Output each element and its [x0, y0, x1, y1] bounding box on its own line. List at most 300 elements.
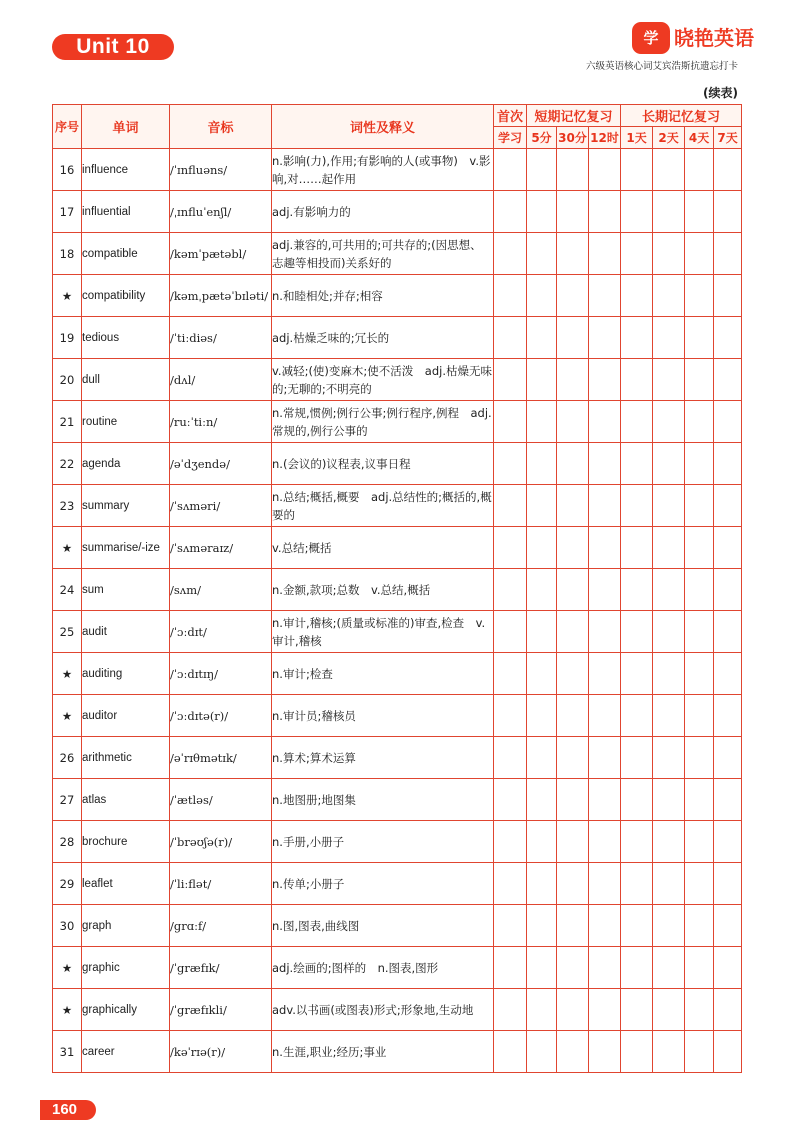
review-checkbox-cell[interactable]	[557, 191, 589, 233]
row-definition: n.图,图表,曲线图	[272, 905, 494, 947]
brand-icon: 学	[632, 22, 670, 54]
row-number: 22	[53, 443, 82, 485]
row-number: 20	[53, 359, 82, 401]
row-number: 25	[53, 611, 82, 653]
review-checkbox-cell[interactable]	[685, 779, 714, 821]
review-checkbox-cell[interactable]	[557, 443, 589, 485]
review-checkbox-cell[interactable]	[589, 443, 621, 485]
review-checkbox-cell[interactable]	[714, 485, 742, 527]
row-number: 24	[53, 569, 82, 611]
review-checkbox-cell[interactable]	[589, 611, 621, 653]
row-word: influence	[82, 149, 170, 191]
table-body	[53, 149, 742, 1073]
review-checkbox-cell[interactable]	[653, 821, 685, 863]
review-checkbox-cell[interactable]	[589, 695, 621, 737]
review-checkbox-cell[interactable]	[557, 149, 589, 191]
review-checkbox-cell[interactable]	[589, 569, 621, 611]
review-checkbox-cell[interactable]	[589, 863, 621, 905]
review-checkbox-cell[interactable]	[494, 989, 527, 1031]
review-checkbox-cell[interactable]	[621, 359, 653, 401]
review-checkbox-cell[interactable]	[653, 191, 685, 233]
table-row	[53, 821, 742, 863]
review-checkbox-cell[interactable]	[589, 737, 621, 779]
review-checkbox-cell[interactable]	[714, 1031, 742, 1073]
review-checkbox-cell[interactable]	[527, 1031, 557, 1073]
review-checkbox-cell[interactable]	[589, 191, 621, 233]
review-checkbox-cell[interactable]	[494, 443, 527, 485]
row-number: 31	[53, 1031, 82, 1073]
review-checkbox-cell[interactable]	[685, 233, 714, 275]
review-checkbox-cell[interactable]	[527, 401, 557, 443]
review-checkbox-cell[interactable]	[589, 653, 621, 695]
review-checkbox-cell[interactable]	[653, 653, 685, 695]
review-checkbox-cell[interactable]	[621, 485, 653, 527]
review-checkbox-cell[interactable]	[557, 947, 589, 989]
row-word: summarise/-ize	[82, 527, 170, 569]
review-checkbox-cell[interactable]	[557, 233, 589, 275]
row-word: influential	[82, 191, 170, 233]
row-number: ★	[53, 527, 82, 569]
row-number: 30	[53, 905, 82, 947]
review-checkbox-cell[interactable]	[653, 611, 685, 653]
review-checkbox-cell[interactable]	[621, 1031, 653, 1073]
row-phonetic: /ˈliːflət/	[170, 863, 272, 905]
review-checkbox-cell[interactable]	[714, 191, 742, 233]
review-checkbox-cell[interactable]	[714, 317, 742, 359]
page-subtitle: 六级英语核心词艾宾浩斯抗遗忘打卡	[585, 61, 738, 72]
review-checkbox-cell[interactable]	[557, 737, 589, 779]
review-checkbox-cell[interactable]	[685, 317, 714, 359]
review-checkbox-cell[interactable]	[527, 485, 557, 527]
review-checkbox-cell[interactable]	[621, 149, 653, 191]
review-checkbox-cell[interactable]	[714, 989, 742, 1031]
review-checkbox-cell[interactable]	[653, 737, 685, 779]
review-checkbox-cell[interactable]	[621, 821, 653, 863]
review-checkbox-cell[interactable]	[714, 401, 742, 443]
review-checkbox-cell[interactable]	[494, 905, 527, 947]
review-checkbox-cell[interactable]	[557, 821, 589, 863]
table-row	[53, 653, 742, 695]
row-number: ★	[53, 275, 82, 317]
continued-label: (续表)	[703, 86, 738, 100]
row-definition: adj.兼容的,可共用的;可共存的;(因思想、志趣等相投而)关系好的	[272, 233, 494, 275]
review-checkbox-cell[interactable]	[527, 905, 557, 947]
review-checkbox-cell[interactable]	[685, 821, 714, 863]
review-checkbox-cell[interactable]	[527, 737, 557, 779]
review-checkbox-cell[interactable]	[685, 275, 714, 317]
row-definition: n.审计;检查	[272, 653, 494, 695]
header-long-term: 长期记忆复习	[621, 105, 742, 127]
review-checkbox-cell[interactable]	[685, 1031, 714, 1073]
review-checkbox-cell[interactable]	[527, 779, 557, 821]
review-checkbox-cell[interactable]	[494, 485, 527, 527]
row-word: brochure	[82, 821, 170, 863]
review-checkbox-cell[interactable]	[589, 317, 621, 359]
review-checkbox-cell[interactable]	[589, 359, 621, 401]
review-checkbox-cell[interactable]	[589, 527, 621, 569]
review-checkbox-cell[interactable]	[527, 233, 557, 275]
table-row	[53, 695, 742, 737]
review-checkbox-cell[interactable]	[653, 989, 685, 1031]
row-word: graphically	[82, 989, 170, 1031]
review-checkbox-cell[interactable]	[714, 653, 742, 695]
header-short-col: 12时	[589, 127, 621, 149]
review-checkbox-cell[interactable]	[557, 401, 589, 443]
review-checkbox-cell[interactable]	[714, 275, 742, 317]
review-checkbox-cell[interactable]	[653, 695, 685, 737]
row-definition: n.手册,小册子	[272, 821, 494, 863]
row-word: routine	[82, 401, 170, 443]
review-checkbox-cell[interactable]	[685, 947, 714, 989]
review-checkbox-cell[interactable]	[653, 779, 685, 821]
review-checkbox-cell[interactable]	[714, 821, 742, 863]
review-checkbox-cell[interactable]	[589, 905, 621, 947]
review-checkbox-cell[interactable]	[527, 275, 557, 317]
review-checkbox-cell[interactable]	[494, 233, 527, 275]
row-definition: v.减轻;(使)变麻木;使不活泼 adj.枯燥无味的;无聊的;不明亮的	[272, 359, 494, 401]
row-number: ★	[53, 989, 82, 1031]
review-checkbox-cell[interactable]	[685, 443, 714, 485]
review-checkbox-cell[interactable]	[494, 863, 527, 905]
table-row	[53, 317, 742, 359]
review-checkbox-cell[interactable]	[589, 401, 621, 443]
header-long-col: 7天	[714, 127, 742, 149]
header-word: 单词	[82, 105, 170, 149]
review-checkbox-cell[interactable]	[653, 275, 685, 317]
row-definition: v.总结;概括	[272, 527, 494, 569]
row-phonetic: /ˈtiːdiəs/	[170, 317, 272, 359]
review-checkbox-cell[interactable]	[621, 779, 653, 821]
table-row	[53, 947, 742, 989]
row-word: auditing	[82, 653, 170, 695]
row-definition: adj.绘画的;图样的 n.图表,图形	[272, 947, 494, 989]
row-definition: n.传单;小册子	[272, 863, 494, 905]
table-row	[53, 233, 742, 275]
row-definition: adv.以书画(或图表)形式;形象地,生动地	[272, 989, 494, 1031]
review-checkbox-cell[interactable]	[714, 947, 742, 989]
review-checkbox-cell[interactable]	[557, 1031, 589, 1073]
review-checkbox-cell[interactable]	[685, 989, 714, 1031]
review-checkbox-cell[interactable]	[685, 485, 714, 527]
row-word: graph	[82, 905, 170, 947]
review-checkbox-cell[interactable]	[714, 863, 742, 905]
review-checkbox-cell[interactable]	[589, 485, 621, 527]
review-checkbox-cell[interactable]	[494, 737, 527, 779]
row-definition: n.影响(力),作用;有影响的人(或事物) v.影响,对……起作用	[272, 149, 494, 191]
review-checkbox-cell[interactable]	[494, 947, 527, 989]
header-long-col: 2天	[653, 127, 685, 149]
review-checkbox-cell[interactable]	[527, 527, 557, 569]
table-row	[53, 569, 742, 611]
review-checkbox-cell[interactable]	[653, 527, 685, 569]
row-definition: n.常规,惯例;例行公事;例行程序,例程 adj.常规的,例行公事的	[272, 401, 494, 443]
table-row	[53, 779, 742, 821]
review-checkbox-cell[interactable]	[714, 443, 742, 485]
row-number: ★	[53, 653, 82, 695]
review-checkbox-cell[interactable]	[557, 695, 589, 737]
row-word: career	[82, 1031, 170, 1073]
review-checkbox-cell[interactable]	[527, 149, 557, 191]
review-checkbox-cell[interactable]	[653, 1031, 685, 1073]
review-checkbox-cell[interactable]	[714, 611, 742, 653]
table-row	[53, 737, 742, 779]
row-definition: n.审计员;稽核员	[272, 695, 494, 737]
review-checkbox-cell[interactable]	[653, 947, 685, 989]
review-checkbox-cell[interactable]	[653, 863, 685, 905]
review-checkbox-cell[interactable]	[557, 359, 589, 401]
review-checkbox-cell[interactable]	[494, 695, 527, 737]
review-checkbox-cell[interactable]	[557, 863, 589, 905]
row-phonetic: /sʌm/	[170, 569, 272, 611]
unit-badge: Unit 10	[52, 34, 174, 60]
row-phonetic: /əˈdʒendə/	[170, 443, 272, 485]
row-definition: n.金额,款项;总数 v.总结,概括	[272, 569, 494, 611]
review-checkbox-cell[interactable]	[621, 695, 653, 737]
brand-logo	[632, 22, 754, 56]
table-row	[53, 527, 742, 569]
review-checkbox-cell[interactable]	[494, 527, 527, 569]
review-checkbox-cell[interactable]	[557, 653, 589, 695]
review-checkbox-cell[interactable]	[621, 653, 653, 695]
review-checkbox-cell[interactable]	[494, 191, 527, 233]
row-number: 29	[53, 863, 82, 905]
review-checkbox-cell[interactable]	[557, 779, 589, 821]
review-checkbox-cell[interactable]	[685, 401, 714, 443]
review-checkbox-cell[interactable]	[685, 149, 714, 191]
row-phonetic: /kəmˌpætəˈbɪləti/	[170, 275, 272, 317]
row-definition: n.(会议的)议程表,议事日程	[272, 443, 494, 485]
row-word: compatibility	[82, 275, 170, 317]
review-checkbox-cell[interactable]	[494, 569, 527, 611]
row-phonetic: /ˈɔːdɪtə(r)/	[170, 695, 272, 737]
review-checkbox-cell[interactable]	[527, 947, 557, 989]
review-checkbox-cell[interactable]	[494, 149, 527, 191]
review-checkbox-cell[interactable]	[557, 989, 589, 1031]
review-checkbox-cell[interactable]	[685, 611, 714, 653]
review-checkbox-cell[interactable]	[557, 611, 589, 653]
table-row	[53, 359, 742, 401]
row-definition: n.生涯,职业;经历;事业	[272, 1031, 494, 1073]
review-checkbox-cell[interactable]	[685, 359, 714, 401]
row-phonetic: /ˈsʌməri/	[170, 485, 272, 527]
table-row	[53, 611, 742, 653]
review-checkbox-cell[interactable]	[527, 821, 557, 863]
review-checkbox-cell[interactable]	[685, 905, 714, 947]
review-checkbox-cell[interactable]	[494, 401, 527, 443]
review-checkbox-cell[interactable]	[589, 1031, 621, 1073]
review-checkbox-cell[interactable]	[621, 611, 653, 653]
table-row	[53, 443, 742, 485]
row-number: ★	[53, 947, 82, 989]
review-checkbox-cell[interactable]	[685, 653, 714, 695]
table-row	[53, 989, 742, 1031]
row-phonetic: /əˈrɪθmətɪk/	[170, 737, 272, 779]
review-checkbox-cell[interactable]	[527, 653, 557, 695]
review-checkbox-cell[interactable]	[527, 695, 557, 737]
review-checkbox-cell[interactable]	[527, 359, 557, 401]
row-phonetic: /kəmˈpætəbl/	[170, 233, 272, 275]
review-checkbox-cell[interactable]	[557, 527, 589, 569]
row-phonetic: /kəˈrɪə(r)/	[170, 1031, 272, 1073]
header-short-term: 短期记忆复习	[527, 105, 621, 127]
review-checkbox-cell[interactable]	[621, 737, 653, 779]
review-checkbox-cell[interactable]	[653, 359, 685, 401]
row-phonetic: /dʌl/	[170, 359, 272, 401]
review-checkbox-cell[interactable]	[557, 905, 589, 947]
review-checkbox-cell[interactable]	[653, 485, 685, 527]
page-number: 160	[52, 1101, 78, 1118]
row-phonetic: /grɑːf/	[170, 905, 272, 947]
review-checkbox-cell[interactable]	[685, 863, 714, 905]
review-checkbox-cell[interactable]	[494, 275, 527, 317]
review-checkbox-cell[interactable]	[653, 149, 685, 191]
review-checkbox-cell[interactable]	[494, 359, 527, 401]
row-phonetic: /ˈbrəʊʃə(r)/	[170, 821, 272, 863]
row-phonetic: /ˈgræfɪkli/	[170, 989, 272, 1031]
review-checkbox-cell[interactable]	[653, 233, 685, 275]
review-checkbox-cell[interactable]	[621, 317, 653, 359]
header-short-col: 5分	[527, 127, 557, 149]
row-word: graphic	[82, 947, 170, 989]
table-row	[53, 1031, 742, 1073]
row-phonetic: /ˈɪnfluəns/	[170, 149, 272, 191]
header-short-col: 30分	[557, 127, 589, 149]
row-number: 21	[53, 401, 82, 443]
vocabulary-table	[52, 104, 742, 1073]
review-checkbox-cell[interactable]	[589, 821, 621, 863]
table-row	[53, 191, 742, 233]
row-word: sum	[82, 569, 170, 611]
review-checkbox-cell[interactable]	[589, 149, 621, 191]
review-checkbox-cell[interactable]	[557, 485, 589, 527]
row-number: ★	[53, 695, 82, 737]
header-definition: 词性及释义	[272, 105, 494, 149]
row-definition: n.审计,稽核;(质量或标准的)审查,检查 v.审计,稽核	[272, 611, 494, 653]
table-row	[53, 275, 742, 317]
review-checkbox-cell[interactable]	[494, 779, 527, 821]
review-checkbox-cell[interactable]	[621, 275, 653, 317]
review-checkbox-cell[interactable]	[557, 569, 589, 611]
row-number: 17	[53, 191, 82, 233]
review-checkbox-cell[interactable]	[714, 527, 742, 569]
review-checkbox-cell[interactable]	[621, 191, 653, 233]
review-checkbox-cell[interactable]	[685, 191, 714, 233]
row-phonetic: /ˈgræfɪk/	[170, 947, 272, 989]
row-number: 18	[53, 233, 82, 275]
review-checkbox-cell[interactable]	[685, 737, 714, 779]
review-checkbox-cell[interactable]	[621, 401, 653, 443]
row-word: compatible	[82, 233, 170, 275]
review-checkbox-cell[interactable]	[653, 569, 685, 611]
review-checkbox-cell[interactable]	[714, 149, 742, 191]
review-checkbox-cell[interactable]	[685, 569, 714, 611]
row-word: agenda	[82, 443, 170, 485]
review-checkbox-cell[interactable]	[494, 653, 527, 695]
review-checkbox-cell[interactable]	[621, 863, 653, 905]
row-number: 19	[53, 317, 82, 359]
row-word: atlas	[82, 779, 170, 821]
row-word: summary	[82, 485, 170, 527]
review-checkbox-cell[interactable]	[714, 779, 742, 821]
review-checkbox-cell[interactable]	[494, 317, 527, 359]
row-definition: adj.枯燥乏味的;冗长的	[272, 317, 494, 359]
review-checkbox-cell[interactable]	[621, 989, 653, 1031]
row-number: 26	[53, 737, 82, 779]
review-checkbox-cell[interactable]	[653, 317, 685, 359]
header-long-col: 4天	[685, 127, 714, 149]
review-checkbox-cell[interactable]	[527, 611, 557, 653]
review-checkbox-cell[interactable]	[589, 779, 621, 821]
row-definition: n.总结;概括,概要 adj.总结性的;概括的,概要的	[272, 485, 494, 527]
table-row	[53, 863, 742, 905]
review-checkbox-cell[interactable]	[653, 905, 685, 947]
review-checkbox-cell[interactable]	[621, 569, 653, 611]
review-checkbox-cell[interactable]	[685, 695, 714, 737]
review-checkbox-cell[interactable]	[527, 191, 557, 233]
review-checkbox-cell[interactable]	[714, 359, 742, 401]
review-checkbox-cell[interactable]	[621, 905, 653, 947]
review-checkbox-cell[interactable]	[714, 695, 742, 737]
review-checkbox-cell[interactable]	[527, 863, 557, 905]
review-checkbox-cell[interactable]	[557, 275, 589, 317]
brand-name: 晓艳英语	[674, 26, 754, 50]
review-checkbox-cell[interactable]	[527, 443, 557, 485]
review-checkbox-cell[interactable]	[527, 569, 557, 611]
review-checkbox-cell[interactable]	[557, 317, 589, 359]
review-checkbox-cell[interactable]	[589, 989, 621, 1031]
row-phonetic: /ˈsʌməraɪz/	[170, 527, 272, 569]
table-row	[53, 149, 742, 191]
review-checkbox-cell[interactable]	[494, 611, 527, 653]
row-word: arithmetic	[82, 737, 170, 779]
header-long-col: 1天	[621, 127, 653, 149]
row-definition: n.算术;算术运算	[272, 737, 494, 779]
review-checkbox-cell[interactable]	[653, 401, 685, 443]
review-checkbox-cell[interactable]	[621, 233, 653, 275]
review-checkbox-cell[interactable]	[589, 275, 621, 317]
table-row	[53, 485, 742, 527]
review-checkbox-cell[interactable]	[714, 737, 742, 779]
row-number: 27	[53, 779, 82, 821]
review-checkbox-cell[interactable]	[621, 443, 653, 485]
row-phonetic: /ˈɔːdɪtɪŋ/	[170, 653, 272, 695]
row-definition: n.和睦相处;并存;相容	[272, 275, 494, 317]
review-checkbox-cell[interactable]	[589, 947, 621, 989]
row-word: tedious	[82, 317, 170, 359]
review-checkbox-cell[interactable]	[621, 527, 653, 569]
review-checkbox-cell[interactable]	[685, 527, 714, 569]
review-checkbox-cell[interactable]	[714, 233, 742, 275]
row-phonetic: /ˈætləs/	[170, 779, 272, 821]
header-no: 序号	[53, 105, 82, 149]
review-checkbox-cell[interactable]	[714, 569, 742, 611]
review-checkbox-cell[interactable]	[621, 947, 653, 989]
review-checkbox-cell[interactable]	[494, 1031, 527, 1073]
row-phonetic: /ruːˈtiːn/	[170, 401, 272, 443]
row-number: 28	[53, 821, 82, 863]
header-ipa: 音标	[170, 105, 272, 149]
review-checkbox-cell[interactable]	[714, 905, 742, 947]
header-first-study-bottom: 学习	[494, 127, 527, 149]
review-checkbox-cell[interactable]	[527, 989, 557, 1031]
row-word: auditor	[82, 695, 170, 737]
review-checkbox-cell[interactable]	[494, 821, 527, 863]
header-first-study-top: 首次	[494, 105, 527, 127]
review-checkbox-cell[interactable]	[589, 233, 621, 275]
review-checkbox-cell[interactable]	[527, 317, 557, 359]
review-checkbox-cell[interactable]	[653, 443, 685, 485]
row-number: 23	[53, 485, 82, 527]
